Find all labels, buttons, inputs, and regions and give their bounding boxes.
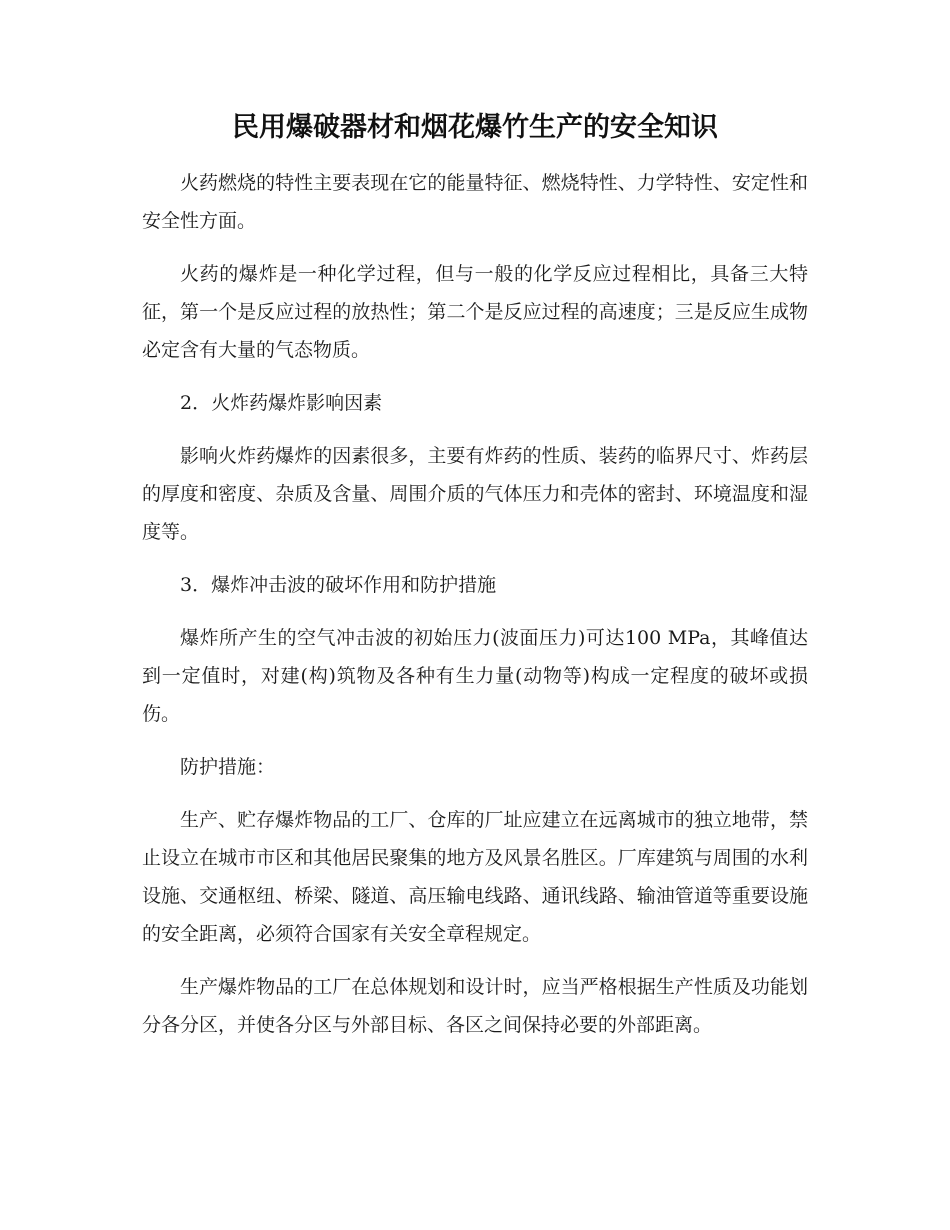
document-body <box>142 164 808 1059</box>
section-heading-3: 3．爆炸冲击波的破坏作用和防护措施 <box>180 574 497 596</box>
document-title: 民用爆破器材和烟花爆竹生产的安全知识 <box>232 112 718 143</box>
paragraph-protection-label: 防护措施： <box>180 756 276 778</box>
paragraph-shock-wave: 爆炸所产生的空气冲击波的初始压力(波面压力)可达100 MPa，其峰值达到一定值时，对建(构)筑物及各种有生力量(动物等)构成一定程度的破坏或损伤。 <box>142 627 808 725</box>
paragraph-influence-factors: 影响火炸药爆炸的因素很多，主要有炸药的性质、装药的临界尺寸、炸药层的厚度和密度、杂质及含量、周围介质的气体压力和壳体的密封、环境温度和湿度等。 <box>142 445 808 543</box>
paragraph-burning-properties: 火药燃烧的特性主要表现在它的能量特征、燃烧特性、力学特性、安定性和安全性方面。 <box>142 172 808 232</box>
paragraph-explosion-features: 火药的爆炸是一种化学过程，但与一般的化学反应过程相比，具备三大特征，第一个是反应过程的放热性；第二个是反应过程的高速度；三是反应生成物必定含有大量的气态物质。 <box>142 263 808 361</box>
paragraph-site-selection: 生产、贮存爆炸物品的工厂、仓库的厂址应建立在远离城市的独立地带，禁止设立在城市市区和其他居民聚集的地方及风景名胜区。厂库建筑与周围的水利设施、交通枢纽、桥梁、隧道、高压输电线路、通讯线路、输油管道等重要设施的安全距离，必须符合国家有关安全章程规定。 <box>142 809 808 945</box>
section-heading-2: 2．火炸药爆炸影响因素 <box>180 392 383 414</box>
paragraph-factory-planning: 生产爆炸物品的工厂在总体规划和设计时，应当严格根据生产性质及功能划分各分区，并使各分区与外部目标、各区之间保持必要的外部距离。 <box>142 976 808 1036</box>
